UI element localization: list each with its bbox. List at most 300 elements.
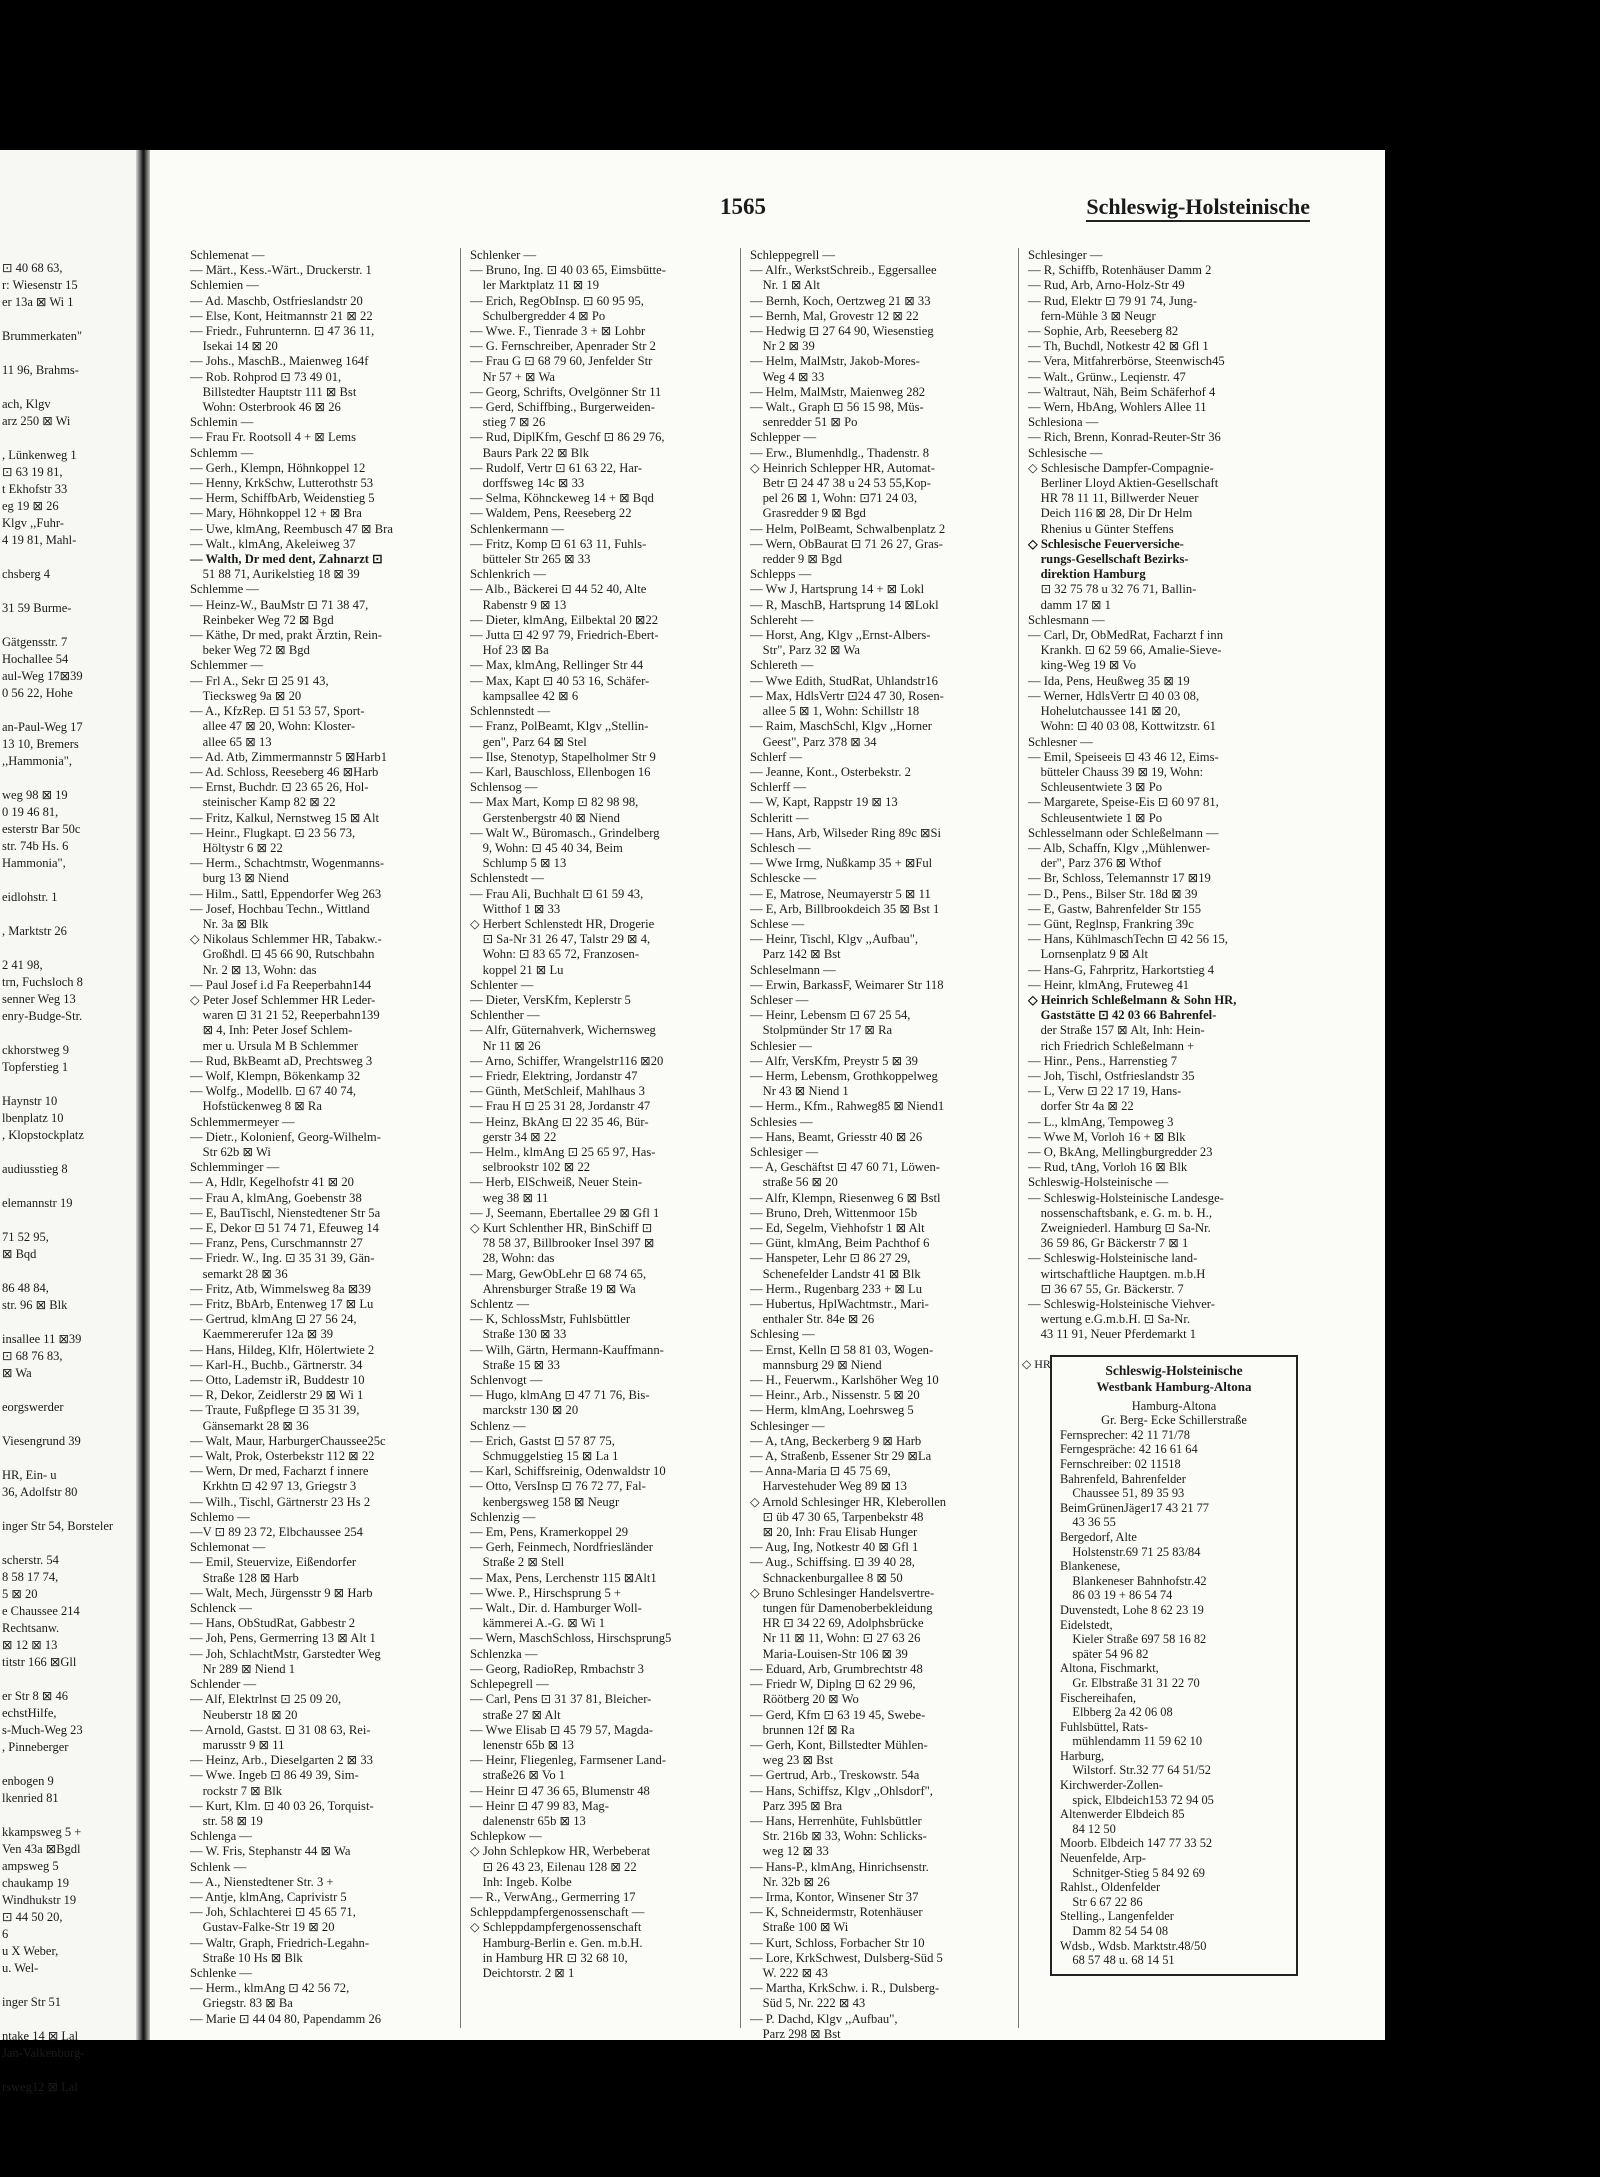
left-edge-line xyxy=(2,1076,140,1093)
directory-entry: Gänsemarkt 28 ⊠ 36 xyxy=(190,1418,309,1433)
directory-entry: — Günt, klmAng, Beim Pachthof 6 xyxy=(750,1236,930,1251)
directory-entry: — Else, Kont, Heitmannstr 21 ⊠ 22 xyxy=(190,308,373,323)
left-edge-line: 71 52 95, xyxy=(2,1230,49,1244)
directory-entry: — Ad. Atb, Zimmermannstr 5 ⊠Harb1 xyxy=(190,749,387,764)
directory-entry: Straße 128 ⊠ Harb xyxy=(190,1570,299,1585)
directory-entry: Nr. 2 ⊠ 13, Wohn: das xyxy=(190,962,317,977)
directory-entry: — Antje, klmAng, Caprivistr 5 xyxy=(190,1889,347,1904)
directory-entry: — Heinr, Lebensm ⊡ 67 25 54, xyxy=(750,1008,911,1023)
directory-entry: — E, Arb, Billbrookdeich 35 ⊠ Bst 1 xyxy=(750,901,940,916)
directory-entry: — K, SchlossMstr, Fuhlsbüttler xyxy=(470,1312,631,1327)
left-edge-line: Windhukstr 19 xyxy=(2,1893,77,1907)
left-edge-line xyxy=(2,1756,140,1773)
left-edge-line xyxy=(2,1263,140,1280)
directory-entry: Grasredder 9 ⊠ Bgd xyxy=(750,506,866,521)
directory-entry: Straße 130 ⊠ 33 xyxy=(470,1327,567,1342)
directory-entry: marusstr 9 ⊠ 11 xyxy=(190,1737,285,1752)
surname-heading: Schlenzka — xyxy=(470,1646,538,1661)
directory-entry: Witthof 1 ⊠ 33 xyxy=(470,901,561,916)
directory-entry: — Joh, Pens, Germerring 13 ⊠ Alt 1 xyxy=(190,1631,376,1646)
directory-entry: Betr ⊡ 24 47 38 u 24 53 55,Kop- xyxy=(750,476,931,491)
left-edge-line: kkampsweg 5 + xyxy=(2,1825,82,1839)
directory-entry: semarkt 28 ⊠ 36 xyxy=(190,1266,288,1281)
directory-entry: — Herm, Lebensm, Grothkoppelweg xyxy=(750,1068,938,1083)
directory-entry: — Heinz, BkAng ⊡ 22 35 46, Bür- xyxy=(470,1114,649,1129)
directory-entry: Griegstr. 83 ⊠ Ba xyxy=(190,1996,293,2011)
left-edge-line xyxy=(2,1178,140,1195)
directory-entry: — Karl, Bauschloss, Ellenbogen 16 xyxy=(470,764,651,779)
surname-heading: Schleritt — xyxy=(750,810,809,825)
left-edge-line xyxy=(2,1671,140,1688)
directory-entry: — Dietr., Kolonienf, Georg-Wilhelm- xyxy=(190,1129,381,1144)
directory-entry: — Gerh, Kont, Billstedter Mühlen- xyxy=(750,1737,928,1752)
surname-heading: Schleppegrell — xyxy=(750,248,835,262)
directory-entry: — Joh, SchlachtMstr, Garstedter Weg xyxy=(190,1646,381,1661)
page-header xyxy=(150,194,1385,236)
surname-heading: Schlereth — xyxy=(750,658,814,673)
surname-heading: Schlenz — xyxy=(470,1418,526,1433)
directory-entry: — Herm., Rugenbarg 233 + ⊠ Lu xyxy=(750,1281,923,1296)
directory-entry: — P. Dachd, Klgv ,,Aufbau", xyxy=(750,2011,898,2026)
directory-entry: dorfer Str 4a ⊠ 22 xyxy=(1028,1099,1134,1114)
directory-entry: — Sophie, Arb, Reeseberg 82 xyxy=(1028,324,1179,339)
left-edge-line: Brummerkaten" xyxy=(2,329,83,343)
directory-entry: — Rud, Elektr ⊡ 79 91 74, Jung- xyxy=(1028,293,1198,308)
left-edge-line: weg 98 ⊠ 19 xyxy=(2,788,68,802)
directory-entry: — Gertrud, Arb., Treskowstr. 54a xyxy=(750,1768,920,1783)
directory-entry: ⊠ 4, Inh: Peter Josef Schlem- xyxy=(190,1023,353,1038)
directory-entry: — Margarete, Speise-Eis ⊡ 60 97 81, xyxy=(1028,795,1219,810)
directory-entry: — Frau G ⊡ 68 79 60, Jenfelder Str xyxy=(470,354,653,369)
directory-page xyxy=(150,150,1385,2040)
directory-entry: waren ⊡ 31 21 52, Reeperbahn139 xyxy=(190,1008,380,1023)
directory-entry: — Märt., Kess.-Wärt., Druckerstr. 1 xyxy=(190,263,372,278)
directory-entry: — Alfr, Güternahverk, Wichernsweg xyxy=(470,1023,656,1038)
directory-entry: ◇ John Schlepkow HR, Werbeberat xyxy=(470,1844,651,1859)
directory-entry: — A., KfzRep. ⊡ 51 53 57, Sport- xyxy=(190,704,365,719)
left-edge-line xyxy=(2,379,140,396)
directory-entry: — Hans, Herrenhüte, Fuhlsbüttler xyxy=(750,1813,922,1828)
directory-entry: Geest", Parz 378 ⊠ 34 xyxy=(750,734,877,749)
scan-border-top xyxy=(0,0,1385,150)
directory-entry: — Bernh, Mal, Grovestr 12 ⊠ 22 xyxy=(750,308,919,323)
left-edge-line: 5 ⊠ 20 xyxy=(2,1587,38,1601)
directory-entry: — K, Schneidermstr, Rotenhäuser xyxy=(750,1905,923,1920)
left-edge-line xyxy=(2,549,140,566)
directory-entry: — Heinz-W., BauMstr ⊡ 71 38 47, xyxy=(190,597,369,612)
directory-entry: Nr 57 + ⊠ Wa xyxy=(470,369,555,384)
directory-entry: ◇ Bruno Schlesinger Handelsvertre- xyxy=(750,1585,935,1600)
directory-entry: — Heinr ⊡ 47 36 65, Blumenstr 48 xyxy=(470,1783,650,1798)
directory-entry: — Franz, PolBeamt, Klgv ,,Stellin- xyxy=(470,719,649,734)
left-edge-line: senner Weg 13 xyxy=(2,992,76,1006)
directory-entry: — Joh, Schlachterei ⊡ 45 65 71, xyxy=(190,1905,356,1920)
directory-entry: — Wern, Dr med, Facharzt f innere xyxy=(190,1464,369,1479)
surname-heading: Schlemm — xyxy=(190,445,254,460)
directory-entry: allee 5 ⊠ 1, Wohn: Schillstr 18 xyxy=(750,704,920,719)
directory-entry: direktion Hamburg xyxy=(1028,567,1146,582)
left-edge-line: t Ekhofstr 33 xyxy=(2,482,68,496)
left-edge-line xyxy=(2,1535,140,1552)
directory-entry: — Heinr., Flugkapt. ⊡ 23 56 73, xyxy=(190,825,356,840)
directory-entry: Lornsenplatz 9 ⊠ Alt xyxy=(1028,947,1149,962)
directory-entry: Ahrensburger Straße 19 ⊠ Wa xyxy=(470,1281,636,1296)
directory-entry: ⊡ üb 47 30 65, Tarpenbekstr 48 xyxy=(750,1509,924,1524)
left-edge-line xyxy=(2,1416,140,1433)
directory-entry: — Max, Pens, Lerchenstr 115 ⊠Alt1 xyxy=(470,1570,657,1585)
directory-entry: Straße 100 ⊠ Wi xyxy=(750,1920,849,1935)
advert-line: später 54 96 82 xyxy=(1060,1646,1149,1661)
left-edge-line: aul-Weg 17⊠39 xyxy=(2,669,83,683)
directory-entry: weg 38 ⊠ 11 xyxy=(470,1190,549,1205)
advert-line: Schnitger-Stieg 5 84 92 69 xyxy=(1060,1865,1205,1880)
left-edge-line: u X Weber, xyxy=(2,1944,59,1958)
directory-entry: — Friedr. W., Ing. ⊡ 35 31 39, Gän- xyxy=(190,1251,375,1266)
directory-entry: Schenefelder Landstr 41 ⊠ Blk xyxy=(750,1266,921,1281)
advert-subtitle: Westbank Hamburg-Altona xyxy=(1096,1378,1252,1394)
directory-entry: fern-Mühle 3 ⊠ Neugr xyxy=(1028,308,1156,323)
directory-entry: — Bruno, Dreh, Wittenmoor 15b xyxy=(750,1205,918,1220)
directory-entry: — G. Fernschreiber, Apenrader Str 2 xyxy=(470,339,656,354)
left-edge-line: er 13a ⊠ Wi 1 xyxy=(2,295,74,309)
surname-heading: Schlenvogt — xyxy=(470,1373,543,1388)
left-edge-line xyxy=(2,430,140,447)
directory-entry: — Rud, DiplKfm, Geschf ⊡ 86 29 76, xyxy=(470,430,665,445)
left-edge-line xyxy=(2,1501,140,1518)
surname-heading: Schlenck — xyxy=(190,1601,252,1616)
directory-entry: — Wilh, Gärtn, Hermann-Kauffmann- xyxy=(470,1342,664,1357)
directory-entry: Hohelutchaussee 141 ⊠ 20, xyxy=(1028,704,1181,719)
left-edge-line: Jan-Valkenburg- xyxy=(2,2046,85,2060)
directory-entry: — A, tAng, Beckerberg 9 ⊠ Harb xyxy=(750,1433,922,1448)
directory-entry: Maria-Louisen-Str 106 ⊠ 39 xyxy=(750,1646,908,1661)
surname-heading: Schlensog — xyxy=(470,780,538,795)
directory-entry: Großhdl. ⊡ 45 66 90, Rutschbahn xyxy=(190,947,375,962)
advert-line: Holstenstr.69 71 25 83/84 xyxy=(1060,1544,1201,1559)
directory-entry: — Josef, Hochbau Techn., Wittland xyxy=(190,901,370,916)
left-edge-line xyxy=(2,2062,140,2079)
surname-heading: Schlese — xyxy=(750,916,805,931)
directory-entry: Str", Parz 32 ⊠ Wa xyxy=(750,643,860,658)
surname-heading: Schlemenat — xyxy=(190,248,265,262)
directory-entry: — O, BkAng, Mellingburgredder 23 xyxy=(1028,1144,1213,1159)
directory-entry: — Ida, Pens, Heußweg 35 ⊠ 19 xyxy=(1028,673,1190,688)
directory-entry: ◇ Schlesische Dampfer-Compagnie- xyxy=(1028,460,1214,475)
directory-entry: Höltystr 6 ⊠ 22 xyxy=(190,840,283,855)
left-edge-line xyxy=(2,2011,140,2028)
left-edge-line: audiusstieg 8 xyxy=(2,1162,68,1176)
left-edge-line: s-Much-Weg 23 xyxy=(2,1723,83,1737)
directory-entry: — Herm., Schachtmstr, Wogenmanns- xyxy=(190,856,385,871)
directory-entry: damm 17 ⊠ 1 xyxy=(1028,597,1111,612)
directory-entry: allee 65 ⊠ 13 xyxy=(190,734,272,749)
advert-line: Altenwerder Elbdeich 85 xyxy=(1060,1807,1185,1822)
directory-entry: — Ed, Segelm, Viehhofstr 1 ⊠ Alt xyxy=(750,1221,925,1235)
directory-entry: — Ww J, Hartsprung 14 + ⊠ Lokl xyxy=(750,582,925,597)
advert-line: mühlendamm 11 59 62 10 xyxy=(1060,1734,1203,1749)
advert-line: spick, Elbdeich153 72 94 05 xyxy=(1060,1792,1214,1807)
directory-entry: — Schleswig-Holsteinische Landesge- xyxy=(1028,1190,1224,1205)
left-edge-line: lbenplatz 10 xyxy=(2,1111,64,1125)
advert-line: Fernsprecher: 42 11 71/78 xyxy=(1060,1427,1190,1442)
left-edge-line xyxy=(2,1314,140,1331)
directory-entry: — Aug., Schiffsing. ⊡ 39 40 28, xyxy=(750,1555,915,1570)
directory-entry: — Frau Ali, Buchhalt ⊡ 61 59 43, xyxy=(470,886,644,901)
directory-entry: — Wwe Edith, StudRat, Uhlandstr16 xyxy=(750,673,938,688)
directory-entry: — D., Pens., Bilser Str. 18d ⊠ 39 xyxy=(1028,886,1198,901)
running-title: Schleswig-Holsteinische xyxy=(1086,194,1310,222)
page-number: 1565 xyxy=(720,194,766,219)
directory-entry: Wohn: Osterbrook 46 ⊠ 26 xyxy=(190,400,341,415)
directory-entry: kenbergsweg 158 ⊠ Neugr xyxy=(470,1494,620,1509)
left-edge-line: inger Str 51 xyxy=(2,1995,62,2009)
left-edge-line xyxy=(2,1977,140,1994)
advert-line: Eidelstedt, xyxy=(1060,1617,1113,1632)
directory-entry: Nr. 32b ⊠ 26 xyxy=(750,1874,830,1889)
directory-entry: — Hans, ObStudRat, Gabbestr 2 xyxy=(190,1616,356,1631)
directory-entry: — Wolfg., Modellb. ⊡ 67 40 74, xyxy=(190,1084,357,1099)
directory-entry: der", Parz 376 ⊠ Wthof xyxy=(1028,856,1162,871)
column-1 xyxy=(190,248,452,2028)
directory-entry: kampsallee 42 ⊠ 6 xyxy=(470,688,579,703)
directory-entry: — Dieter, VersKfm, Keplerstr 5 xyxy=(470,992,631,1007)
directory-entry: — Kurt, Schloss, Forbacher Str 10 xyxy=(750,1935,925,1950)
directory-entry: W. 222 ⊠ 43 xyxy=(750,1965,828,1980)
advert-line: 68 57 48 u. 68 14 51 xyxy=(1060,1953,1175,1968)
surname-heading: Schlescke — xyxy=(750,871,817,886)
directory-entry: Krkhtn ⊡ 42 97 13, Griegstr 3 xyxy=(190,1479,357,1494)
left-edge-line: ampsweg 5 xyxy=(2,1859,59,1873)
left-edge-line: , Lünkenweg 1 xyxy=(2,448,77,462)
left-edge-line xyxy=(2,1144,140,1161)
directory-entry: — Walt., Dir. d. Hamburger Woll- xyxy=(470,1601,642,1616)
directory-entry: ◇ Nikolaus Schlemmer HR, Tabakw.- xyxy=(190,932,382,947)
advert-line: Elbberg 2a 42 06 08 xyxy=(1060,1705,1173,1720)
left-edge-line: , Pinneberger xyxy=(2,1740,69,1754)
directory-entry: Schmuggelstieg 15 ⊠ La 1 xyxy=(470,1449,619,1464)
directory-entry: — L, Verw ⊡ 22 17 19, Hans- xyxy=(1028,1084,1182,1099)
directory-entry: Weg 4 ⊠ 33 xyxy=(750,369,825,384)
directory-entry: Baurs Park 22 ⊠ Blk xyxy=(470,445,589,460)
left-edge-line: chaukamp 19 xyxy=(2,1876,69,1890)
directory-entry: Gustav-Falke-Str 19 ⊠ 20 xyxy=(190,1920,335,1935)
surname-heading: Schlender — xyxy=(190,1677,257,1692)
surname-heading: Schlemmer — xyxy=(190,658,264,673)
surname-heading: Schleser — xyxy=(750,992,809,1007)
surname-heading: Schlemien — xyxy=(190,278,259,293)
scan-border-bottom xyxy=(0,2040,1385,2177)
left-edge-line: echstHilfe, xyxy=(2,1706,57,1720)
directory-entry: — Ernst, Buchdr. ⊡ 23 65 26, Hol- xyxy=(190,780,369,795)
left-edge-line: an-Paul-Weg 17 xyxy=(2,720,83,734)
left-edge-line: inger Str 54, Borsteler xyxy=(2,1519,114,1533)
directory-entry: — Waltr, Graph, Friedrich-Legahn- xyxy=(190,1935,370,1950)
directory-entry: — Heinr, Tischl, Klgv ,,Aufbau", xyxy=(750,932,919,947)
directory-entry: — Herm, klmAng, Loehrsweg 5 xyxy=(750,1403,914,1418)
directory-entry: — Rud, tAng, Vorloh 16 ⊠ Blk xyxy=(1028,1160,1188,1175)
advert-branch-list xyxy=(1060,1399,1288,1968)
directory-entry: — Rudolf, Vertr ⊡ 61 63 22, Har- xyxy=(470,460,643,475)
directory-entry: lenenstr 65b ⊠ 13 xyxy=(470,1737,574,1752)
advert-line: Str 6 67 22 86 xyxy=(1060,1894,1143,1909)
left-edge-line xyxy=(2,872,140,889)
directory-entry: — Wwe Irmg, Nußkamp 35 + ⊠Ful xyxy=(750,856,933,871)
directory-entry: — Hans, Hildeg, Klfr, Hölertwiete 2 xyxy=(190,1342,375,1357)
directory-entry: burg 13 ⊠ Niend xyxy=(190,871,289,886)
directory-entry: tungen für Damenoberbekleidung xyxy=(750,1601,933,1616)
directory-entry: — Kurt, Klm. ⊡ 40 03 26, Torquist- xyxy=(190,1798,374,1813)
directory-entry: — Carl, Dr, ObMedRat, Facharzt f inn xyxy=(1028,628,1223,643)
directory-entry: straße 27 ⊠ Alt xyxy=(470,1707,561,1722)
left-edge-line: Gätgensstr. 7 xyxy=(2,635,68,649)
left-edge-line: elemannstr 19 xyxy=(2,1196,73,1210)
directory-entry: — Wwe. F., Tienrade 3 + ⊠ Lohbr xyxy=(470,324,646,339)
directory-entry: ⊡ Sa-Nr 31 26 47, Talstr 29 ⊠ 4, xyxy=(470,932,651,947)
directory-entry: gen", Parz 64 ⊠ Stel xyxy=(470,734,587,749)
left-edge-line: Haynstr 10 xyxy=(2,1094,58,1108)
left-edge-line: 2 41 98, xyxy=(2,958,43,972)
left-edge-line xyxy=(2,1212,140,1229)
surname-heading: Schlenzig — xyxy=(470,1509,536,1524)
directory-entry: — Eduard, Arb, Grumbrechtstr 48 xyxy=(750,1661,923,1676)
advert-line: 86 03 19 + 86 54 74 xyxy=(1060,1588,1173,1603)
directory-entry: Straße 2 ⊠ Stell xyxy=(470,1555,565,1570)
directory-entry: rich Friedrich Schleßelmann + xyxy=(1028,1038,1195,1053)
directory-entry: — Hanspeter, Lehr ⊡ 86 27 29, xyxy=(750,1251,911,1266)
directory-entry: stieg 7 ⊠ 26 xyxy=(470,415,546,430)
directory-entry: pel 26 ⊠ 1, Wohn: ⊡71 24 03, xyxy=(750,491,918,506)
directory-entry: redder 9 ⊠ Bgd xyxy=(750,552,843,567)
left-edge-line xyxy=(2,1382,140,1399)
directory-entry: — Walt, Mech, Jürgensstr 9 ⊠ Harb xyxy=(190,1585,373,1600)
surname-heading: Schlentz — xyxy=(470,1297,530,1312)
advert-line: Damm 82 54 54 08 xyxy=(1060,1924,1169,1938)
left-edge-line: ⊠ Wa xyxy=(2,1366,32,1380)
advert-marker: ◇ HR xyxy=(1022,1356,1051,1371)
left-edge-line xyxy=(2,311,140,328)
left-edge-line: eidlohstr. 1 xyxy=(2,890,58,904)
left-edge-line: Ven 43a ⊠Bgdl xyxy=(2,1842,81,1856)
left-edge-line: titstr 166 ⊠Gll xyxy=(2,1655,77,1669)
directory-entry: — Rud, Arb, Arno-Holz-Str 49 xyxy=(1028,278,1185,293)
left-edge-line: Rechtsanw. xyxy=(2,1621,60,1635)
left-edge-line: 8 58 17 74, xyxy=(2,1570,59,1584)
directory-entry: — Br, Schloss, Telemannstr 17 ⊠19 xyxy=(1028,871,1211,886)
directory-entry: enthaler Str. 84e ⊠ 26 xyxy=(750,1312,875,1327)
left-edge-line: Klgv ,,Fuhr- xyxy=(2,516,64,530)
directory-entry: Tiecksweg 9a ⊠ 20 xyxy=(190,688,302,703)
directory-entry: — Otto, Lademstr iR, Buddestr 10 xyxy=(190,1373,365,1388)
directory-entry: wirtschaftliche Hauptgen. m.b.H xyxy=(1028,1266,1206,1281)
directory-entry: rockstr 7 ⊠ Blk xyxy=(190,1783,283,1798)
left-edge-line: eorgswerder xyxy=(2,1400,64,1414)
directory-entry: Rabenstr 9 ⊠ 13 xyxy=(470,597,567,612)
directory-entry: — Alfr, VersKfm, Preystr 5 ⊠ 39 xyxy=(750,1053,918,1068)
directory-entry: — Georg, Schrifts, Ovelgönner Str 11 xyxy=(470,384,662,399)
surname-heading: Schlemo — xyxy=(190,1509,250,1524)
directory-entry: — Max, Kapt ⊡ 40 53 16, Schäfer- xyxy=(470,673,650,688)
surname-heading: Schlesch — xyxy=(750,840,811,855)
directory-entry: — Ad. Schloss, Reeseberg 46 ⊠Harb xyxy=(190,764,379,779)
left-edge-line: enry-Budge-Str. xyxy=(2,1009,83,1023)
directory-entry: — Irma, Kontor, Winsener Str 37 xyxy=(750,1889,919,1904)
directory-entry: — Alf, Elektrlnst ⊡ 25 09 20, xyxy=(190,1692,342,1707)
directory-entry: — Friedr W, Diplng ⊡ 62 29 96, xyxy=(750,1677,916,1692)
directory-entry: Gaststätte ⊡ 42 03 66 Bahrenfel- xyxy=(1028,1008,1217,1023)
surname-heading: Schlesinger — xyxy=(750,1418,825,1433)
directory-entry: — E, Matrose, Neumayerstr 5 ⊠ 11 xyxy=(750,886,931,901)
directory-columns xyxy=(190,248,1300,2041)
left-edge-line: scherstr. 54 xyxy=(2,1553,59,1567)
directory-entry: der Straße 157 ⊠ Alt, Inh: Hein- xyxy=(1028,1023,1205,1038)
directory-entry: — Johs., MaschB., Maienweg 164f xyxy=(190,354,369,369)
surname-heading: Schlerff — xyxy=(750,780,807,795)
left-edge-line: trn, Fuchsloch 8 xyxy=(2,975,83,989)
surname-heading: Schlesmann — xyxy=(1028,612,1105,627)
left-edge-line: , Klopstockplatz xyxy=(2,1128,84,1142)
left-edge-line xyxy=(2,583,140,600)
advert-line: 84 12 50 xyxy=(1060,1821,1116,1836)
directory-entry: Kaemmererufer 12a ⊠ 39 xyxy=(190,1327,334,1342)
left-edge-line: ⊠ 12 ⊠ 13 xyxy=(2,1638,58,1652)
column-4-entries xyxy=(1028,248,1290,1343)
column-rule xyxy=(1018,248,1019,2028)
directory-entry: — Herm., klmAng ⊡ 42 56 72, xyxy=(190,1981,350,1996)
left-edge-line: lkenried 81 xyxy=(2,1791,59,1805)
left-edge-line: ⊡ 68 76 83, xyxy=(2,1349,63,1363)
directory-entry: — Herm, SchiffbArb, Weidenstieg 5 xyxy=(190,491,375,506)
directory-entry: — Walt., Graph ⊡ 56 15 98, Müs- xyxy=(750,400,924,415)
directory-entry: — Erich, RegObInsp. ⊡ 60 95 95, xyxy=(470,293,644,308)
surname-heading: Schlenter — xyxy=(470,977,534,992)
advert-line: Chaussee 51, 89 35 93 xyxy=(1060,1486,1185,1501)
surname-heading: Schleppdampfergenossenschaft — xyxy=(470,1905,645,1920)
directory-entry: 28, Wohn: das xyxy=(470,1251,555,1266)
directory-entry: — Schleswig-Holsteinische land- xyxy=(1028,1251,1198,1266)
directory-entry: 51 88 71, Aurikelstieg 18 ⊠ 39 xyxy=(190,567,360,582)
left-edge-line: r: Wiesenstr 15 xyxy=(2,278,78,292)
directory-entry: — Dieter, klmAng, Eilbektal 20 ⊠22 xyxy=(470,612,659,627)
directory-entry: — Emil, Speiseeis ⊡ 43 46 12, Eims- xyxy=(1028,749,1219,764)
advert-line: Altona, Fischmarkt, xyxy=(1060,1661,1159,1676)
surname-heading: Schlemme — xyxy=(190,582,259,597)
left-edge-line xyxy=(2,1450,140,1467)
left-edge-line: Hochallee 54 xyxy=(2,652,69,666)
advert-line: Blankenese, xyxy=(1060,1559,1121,1574)
directory-entry: Str. 216b ⊠ 33, Wohn: Schlicks- xyxy=(750,1829,927,1844)
directory-entry: Nr. 1 ⊠ Alt xyxy=(750,278,821,293)
directory-entry: — Hilm., Sattl, Eppendorfer Weg 263 xyxy=(190,886,382,901)
directory-entry: Harvestehuder Weg 89 ⊠ 13 xyxy=(750,1479,907,1494)
surname-heading: Schlereht — xyxy=(750,612,814,627)
directory-entry: — Frl A., Sekr ⊡ 25 91 43, xyxy=(190,673,329,688)
left-edge-line: eg 19 ⊠ 26 xyxy=(2,499,59,513)
surname-heading: Schlepps — xyxy=(750,567,812,582)
advert-line: Bahrenfeld, Bahrenfelder xyxy=(1060,1471,1186,1486)
surname-heading: Schlemmermeyer — xyxy=(190,1114,295,1129)
left-edge-line: , Marktstr 26 xyxy=(2,924,67,938)
advert-line: Gr. Elbstraße 31 31 22 70 xyxy=(1060,1675,1200,1690)
directory-entry: — Arnold, Gastst. ⊡ 31 08 63, Rei- xyxy=(190,1722,371,1737)
surname-heading: Schlenk — xyxy=(190,1859,247,1874)
directory-entry: Deich 116 ⊠ 28, Dir Dr Helm xyxy=(1028,506,1193,521)
advert-line: Gr. Berg- Ecke Schillerstraße xyxy=(1101,1413,1247,1428)
directory-entry: senredder 51 ⊠ Po xyxy=(750,415,858,430)
directory-entry: Hof 23 ⊠ Ba xyxy=(470,643,549,658)
directory-entry: Röötberg 20 ⊠ Wo xyxy=(750,1692,859,1707)
directory-entry: — Waltraut, Näh, Beim Schäferhof 4 xyxy=(1028,384,1216,399)
directory-entry: Nr. 3a ⊠ Blk xyxy=(190,916,269,931)
